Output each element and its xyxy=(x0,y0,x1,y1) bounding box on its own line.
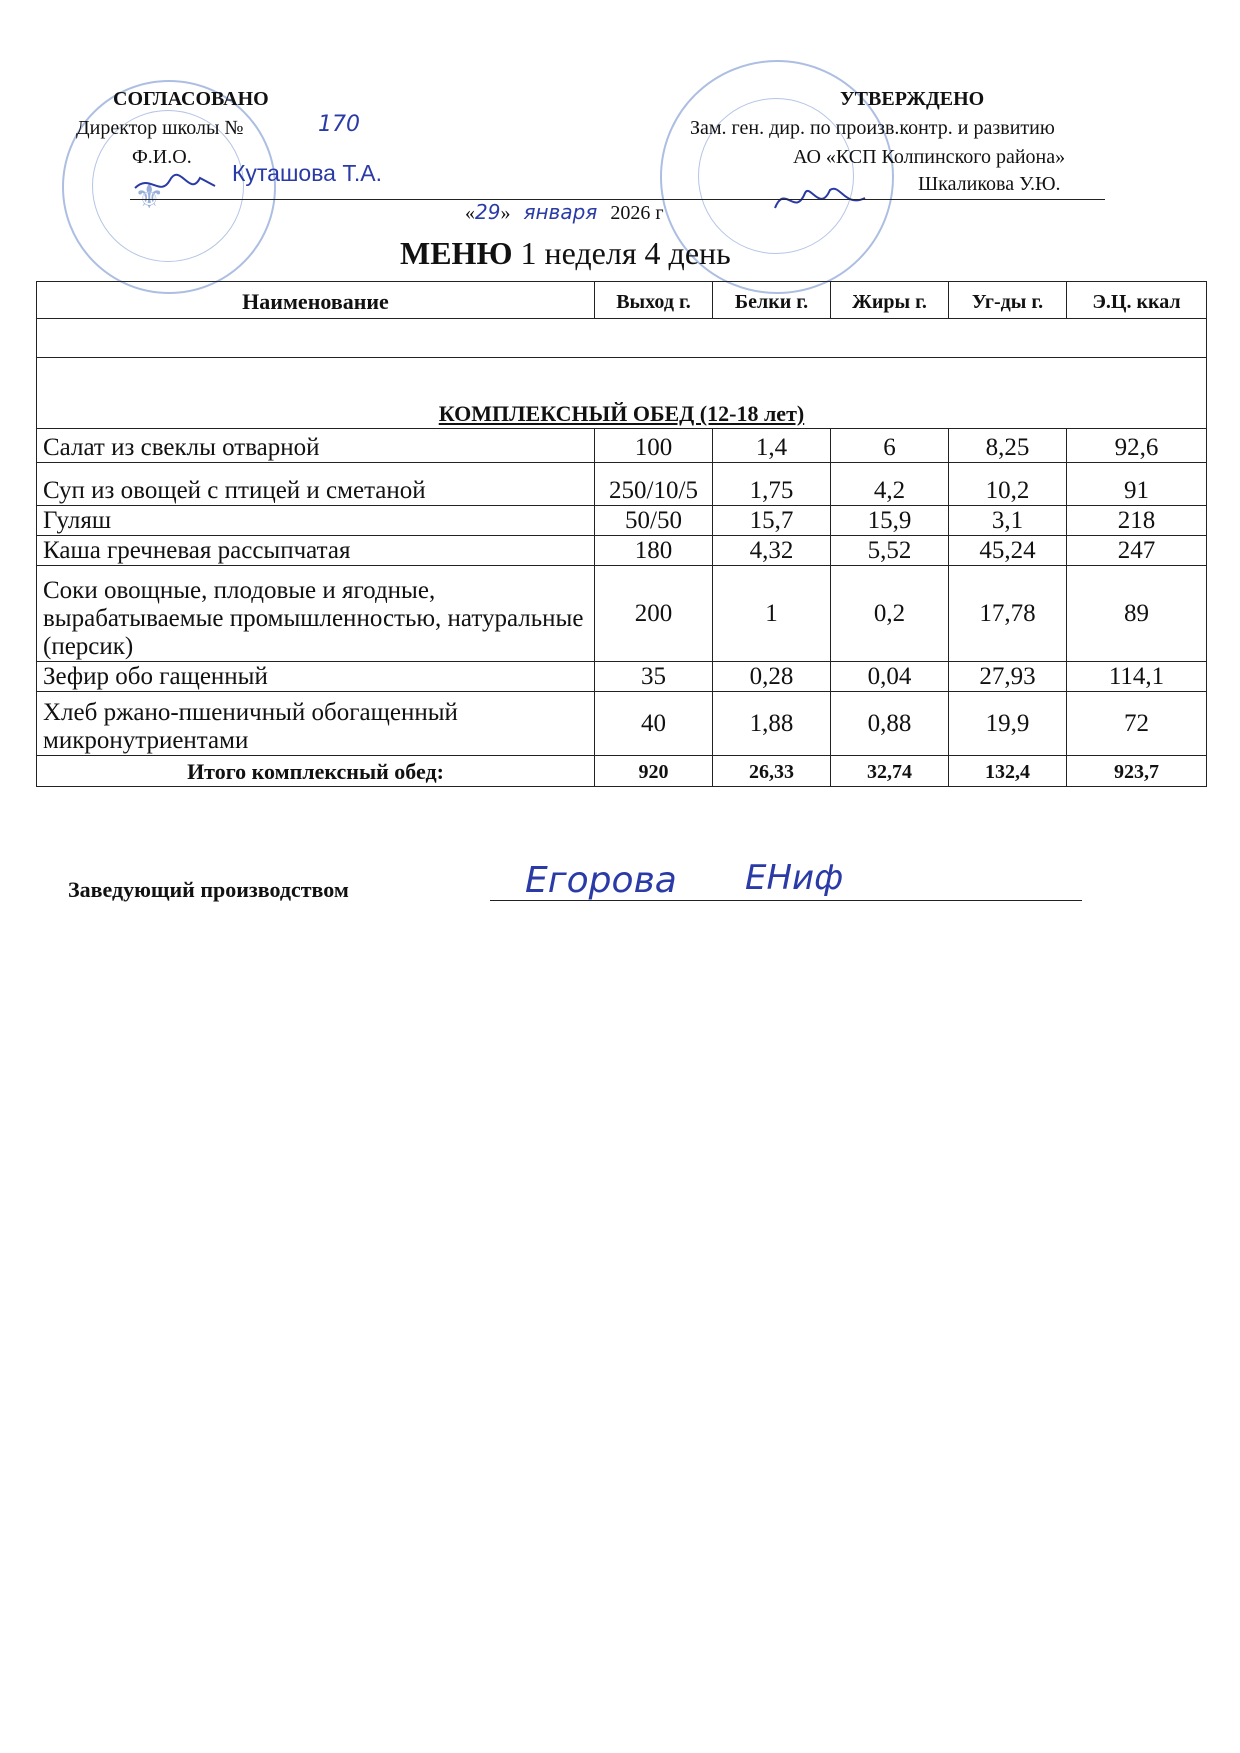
footer-signature-line xyxy=(490,900,1082,901)
total-row: Итого комплексный обед: 920 26,33 32,74 132,4 923,7 xyxy=(37,756,1207,787)
page-title: МЕНЮ 1 неделя 4 день xyxy=(400,235,731,271)
date-year: 2026 г xyxy=(610,202,664,224)
table-row: Салат из свеклы отварной 100 1,4 6 8,25 92,6 xyxy=(37,429,1207,463)
table-row: Соки овощные, плодовые и ягодные, вырабатываемые промышленностью, натуральные (персик) 200 1 0,2 17,78 89 xyxy=(37,566,1207,662)
production-head-signature-name: Егорова xyxy=(525,860,677,901)
table-header-row xyxy=(37,282,1207,319)
table-row: Каша гречневая рассыпчатая 180 4,32 5,52 45,24 247 xyxy=(37,536,1207,566)
dish-name: Хлеб ржано-пшеничный обогащенный микронутриентами xyxy=(37,692,595,756)
approval-left-heading: СОГЛАСОВАНО xyxy=(113,88,269,110)
dish-name: Зефир обо гащенный xyxy=(37,662,595,692)
menu-table xyxy=(36,281,1207,787)
table-row: Хлеб ржано-пшеничный обогащенный микронутриентами 40 1,88 0,88 19,9 72 xyxy=(37,692,1207,756)
header-fat: Жиры г. xyxy=(831,282,949,319)
header-name: Наименование xyxy=(37,282,595,319)
table-row: Зефир обо гащенный 35 0,28 0,04 27,93 114,1 xyxy=(37,662,1207,692)
date-line: «29» января 2026 г xyxy=(465,200,664,224)
fio-label: Ф.И.О. xyxy=(132,146,192,168)
dish-name: Салат из свеклы отварной xyxy=(37,429,595,463)
header-kcal: Э.Ц. ккал xyxy=(1067,282,1207,319)
section-title: КОМПЛЕКСНЫЙ ОБЕД (12-18 лет) xyxy=(37,358,1207,429)
date-month: января xyxy=(523,200,598,224)
production-head-label: Заведующий производством xyxy=(68,877,349,902)
director-school-label: Директор школы № xyxy=(76,117,244,139)
company-name: АО «КСП Колпинского района» xyxy=(793,146,1066,168)
approval-right-heading: УТВЕРЖДЕНО xyxy=(840,88,985,110)
deputy-signature xyxy=(770,178,870,228)
header-yield: Выход г. xyxy=(595,282,713,319)
dish-name: Гуляш xyxy=(37,506,595,536)
dish-name: Соки овощные, плодовые и ягодные, вырабатываемые промышленностью, натуральные (персик) xyxy=(37,566,595,662)
school-stamp: ⚜ xyxy=(62,80,276,294)
section-row xyxy=(37,358,1207,429)
dish-name: Каша гречневая рассыпчатая xyxy=(37,536,595,566)
dish-name: Суп из овощей с птицей и сметаной xyxy=(37,463,595,506)
table-row: Суп из овощей с птицей и сметаной 250/10/5 1,75 4,2 10,2 91 xyxy=(37,463,1207,506)
table-row: Гуляш 50/50 15,7 15,9 3,1 218 xyxy=(37,506,1207,536)
production-head-signature-mark: ЕНиф xyxy=(745,858,844,898)
director-name: Куташова Т.А. xyxy=(232,160,382,186)
date-day: 29 xyxy=(475,200,501,224)
school-number: 170 xyxy=(318,112,360,137)
director-signature xyxy=(130,168,220,208)
total-label: Итого комплексный обед: xyxy=(37,756,595,787)
header-carbs: Уг-ды г. xyxy=(949,282,1067,319)
deputy-position: Зам. ген. дир. по произв.контр. и развитию xyxy=(690,117,1055,139)
header-protein: Белки г. xyxy=(713,282,831,319)
left-signature-line xyxy=(130,199,380,200)
empty-row xyxy=(37,319,1207,358)
deputy-name: Шкаликова У.Ю. xyxy=(918,173,1061,195)
